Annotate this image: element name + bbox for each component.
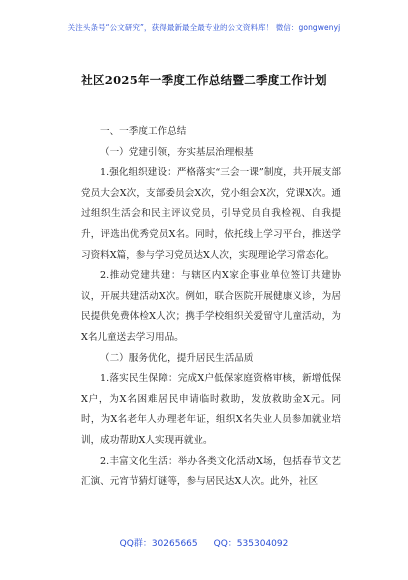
footer-qq: QQ：535304092 (213, 539, 289, 549)
header-banner: 关注头条号“公文研究”，获得最新最全最专业的公文资料库！ 微信：gongwenyj (67, 23, 341, 32)
footer-qq-group: QQ群：30265665 (119, 539, 198, 549)
section-heading-1: 一、一季度工作总结 (100, 126, 187, 137)
paragraph-organization: 1.强化组织建设：严格落实“三会一课”制度，共开展支部党员大会X次，支部委员会X次，党小组会X次，党课X次。通过组织生活会和民主评议党员，引导党员自我检视、自我提升，评选出优秀党员X名。同时，依托线上学习平台，推送学习资料X篇，参与学习党员达X人次，实现理论学习常态化。 (81, 167, 341, 261)
subsection-heading-2: （二）服务优化，提升居民生活品质 (100, 352, 254, 364)
subsection-heading-1: （一）党建引领，夯实基层治理根基 (100, 146, 254, 158)
document-title: 社区2025年一季度工作总结暨二季度工作计划 (81, 73, 327, 87)
document-body (81, 122, 341, 493)
paragraph-co-building: 2.推动党建共建：与辖区内X家企事业单位签订共建协议，开展共建活动X次。例如，联合医院开展健康义诊，为居民提供免费体检X人次；携手学校组织关爱留守儿童活动，为X名儿童送去学习用品。 (81, 270, 341, 343)
paragraph-livelihood: 1.落实民生保障：完成X户低保家庭资格审核，新增低保X户，为X名困难居民申请临时救助，发放救助金X元。同时，为X名老年人办理老年证，组织X名失业人员参加就业培训，成功帮助X人实现再就业。 (81, 373, 341, 446)
footer-contact (0, 536, 408, 549)
paragraph-culture: 2.丰富文化生活：举办各类文化活动X场，包括春节文艺汇演、元宵节猜灯谜等，参与居民达X人次。此外，社区 (81, 455, 341, 488)
